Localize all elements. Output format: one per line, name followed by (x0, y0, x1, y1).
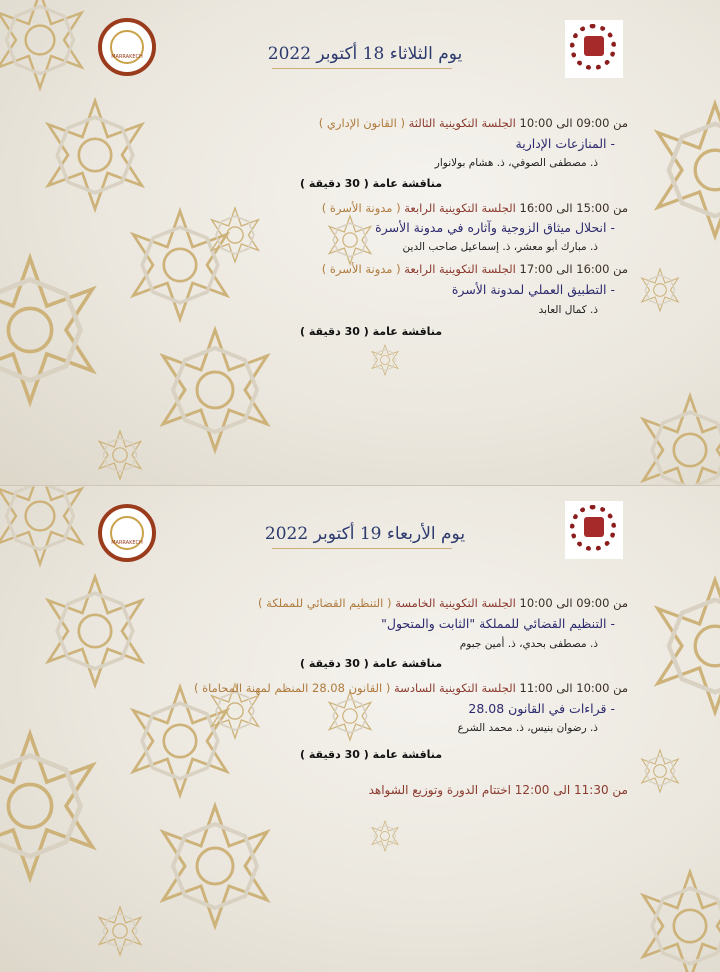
closing-ceremony: من 11:30 الى 12:00 اختتام الدورة وتوزيع الشواهد (368, 783, 628, 797)
session-speakers: ذ. مبارك أبو معشر، ذ. إسماعيل صاحب الدين (402, 241, 598, 253)
session-header: من 09:00 الى 10:00 الجلسة التكوينية الثالثة ( القانون الإداري ) (318, 116, 628, 130)
book-scale-icon (584, 36, 604, 56)
session-topic: - التطبيق العملي لمدونة الأسرة (451, 282, 615, 297)
logo-text: MARRAKECH (111, 54, 143, 60)
discussion-note: مناقشة عامة ( 30 دقيقة ) (300, 177, 443, 190)
bar-association-logo (565, 501, 623, 559)
session-topic: - المنازعات الإدارية (515, 136, 615, 151)
session-header: من 09:00 الى 10:00 الجلسة التكوينية الخامسة ( التنظيم القضائي للمملكة ) (258, 596, 628, 610)
session-speakers: ذ. مصطفى الصوفي، ذ. هشام بولانوار (434, 157, 598, 169)
marrakech-logo (98, 504, 156, 562)
session-speakers: ذ. رضوان بنيس، ذ. محمد الشرع (457, 722, 598, 734)
session-speakers: ذ. كمال العابد (538, 304, 598, 316)
program-page-day1 (0, 0, 720, 485)
marrakech-logo (98, 18, 156, 76)
session-topic: - التنظيم القضائي للمملكة "الثابت والمتحول" (381, 616, 615, 631)
session-topic: - قراءات في القانون 28.08 (468, 701, 615, 716)
session-header: من 15:00 الى 16:00 الجلسة التكوينية الرابعة ( مدونة الأسرة ) (321, 201, 628, 215)
session-header: من 16:00 الى 17:00 الجلسة التكوينية الرابعة ( مدونة الأسرة ) (321, 262, 628, 276)
logo-text: MARRAKECH (111, 540, 143, 546)
title-underline (272, 68, 452, 69)
bar-association-logo (565, 20, 623, 78)
discussion-note: مناقشة عامة ( 30 دقيقة ) (300, 657, 443, 670)
session-header: من 10:00 الى 11:00 الجلسة التكوينية السادسة ( القانون 28.08 المنظم لمهنة المحاماة ) (193, 681, 628, 695)
day-title: يوم الثلاثاء 18 أكتوبر 2022 (267, 44, 463, 64)
discussion-note: مناقشة عامة ( 30 دقيقة ) (300, 748, 443, 761)
book-scale-icon (584, 517, 604, 537)
program-page-day2 (0, 485, 720, 972)
day-title: يوم الأربعاء 19 أكتوبر 2022 (264, 524, 466, 544)
session-speakers: ذ. مصطفى بحدي، ذ. أمين جبوم (459, 638, 598, 650)
session-topic: - انحلال ميثاق الزوجية وآثاره في مدونة الأسرة (375, 220, 615, 235)
title-underline (272, 548, 452, 549)
discussion-note: مناقشة عامة ( 30 دقيقة ) (300, 325, 443, 338)
